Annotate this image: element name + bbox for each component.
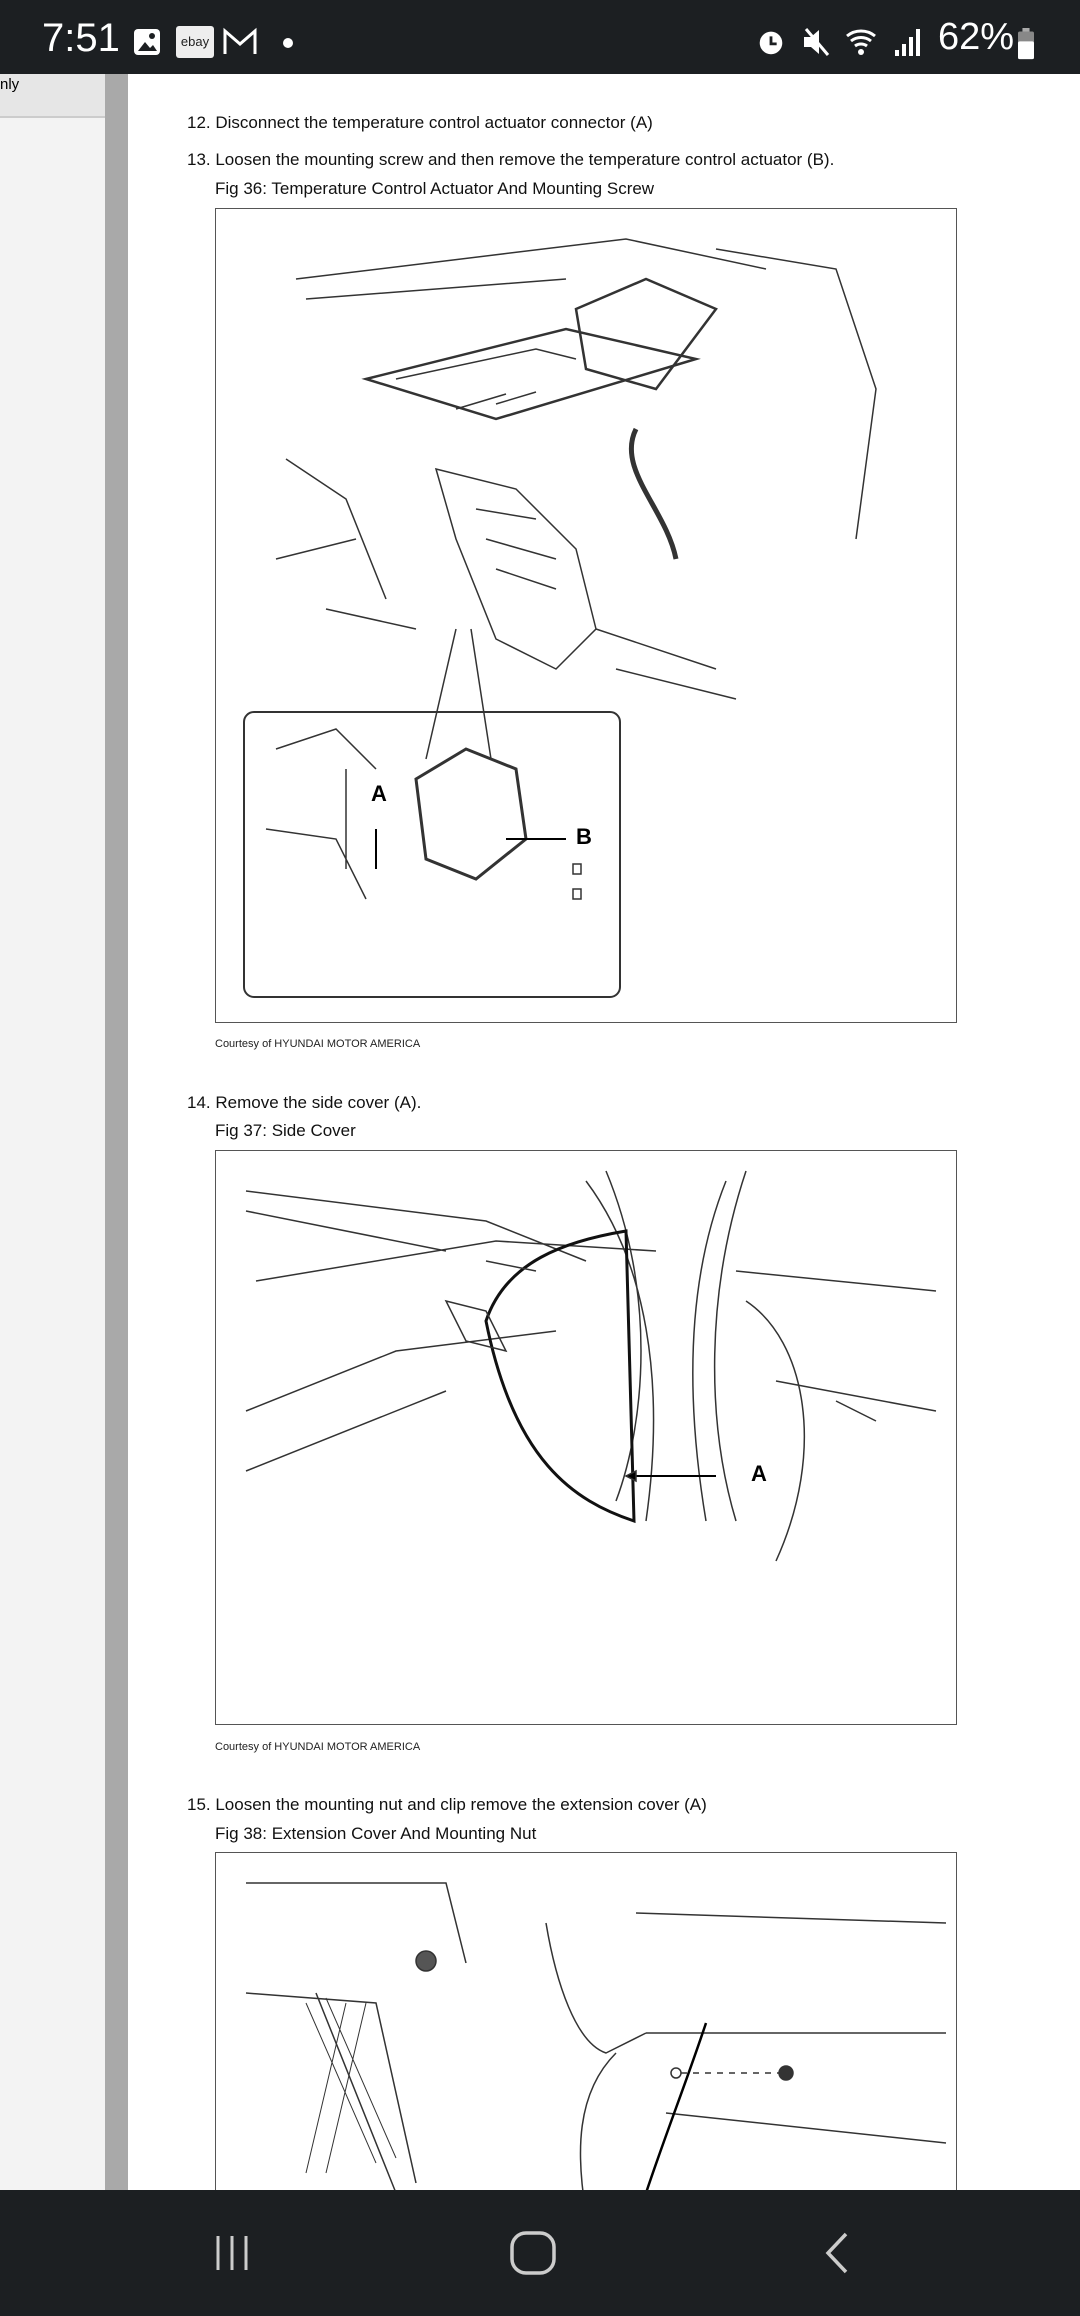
gmail-icon (222, 26, 258, 58)
figure-37 (215, 1150, 957, 1725)
callout-label-b: B (576, 824, 592, 849)
wifi-icon (845, 26, 881, 58)
status-bar (0, 0, 1080, 74)
step-12: 12. Disconnect the temperature control actuator connector (A) (187, 113, 653, 132)
clock: 7:51 (42, 16, 120, 60)
step-14: 14. Remove the side cover (A). (187, 1093, 422, 1112)
alarm-icon (754, 26, 788, 58)
sidebar (0, 74, 105, 2190)
back-button[interactable] (818, 2228, 858, 2278)
step-13: 13. Loosen the mounting screw and then remove the temperature control actuator (B). (187, 150, 835, 169)
scrollbar[interactable] (105, 74, 128, 2190)
figure-caption: Fig 37: Side Cover (215, 1121, 356, 1140)
figure-36 (215, 208, 957, 1023)
battery-percent: 62% (937, 16, 1014, 58)
gallery-icon (132, 26, 162, 58)
recents-button[interactable] (212, 2228, 252, 2278)
battery-icon (1016, 28, 1036, 60)
courtesy-note: Courtesy of HYUNDAI MOTOR AMERICA (215, 1741, 421, 1753)
courtesy-note: Courtesy of HYUNDAI MOTOR AMERICA (215, 1038, 421, 1050)
figure-caption: Fig 36: Temperature Control Actuator And Mounting Screw (215, 179, 655, 198)
callout-label-a: A (371, 781, 387, 806)
figure-caption: Fig 38: Extension Cover And Mounting Nut (215, 1824, 537, 1843)
figure-38 (215, 1852, 957, 2212)
mute-icon (800, 26, 832, 58)
signal-icon (893, 26, 923, 58)
navigation-bar (0, 2190, 1080, 2316)
sidebar-header[interactable]: nly (0, 74, 105, 118)
dot-icon (282, 26, 294, 58)
step-15: 15. Loosen the mounting nut and clip remove the extension cover (A) (187, 1795, 707, 1814)
home-button[interactable] (508, 2228, 558, 2278)
ebay-icon: ebay (176, 26, 214, 58)
callout-label-a: A (751, 1461, 767, 1486)
